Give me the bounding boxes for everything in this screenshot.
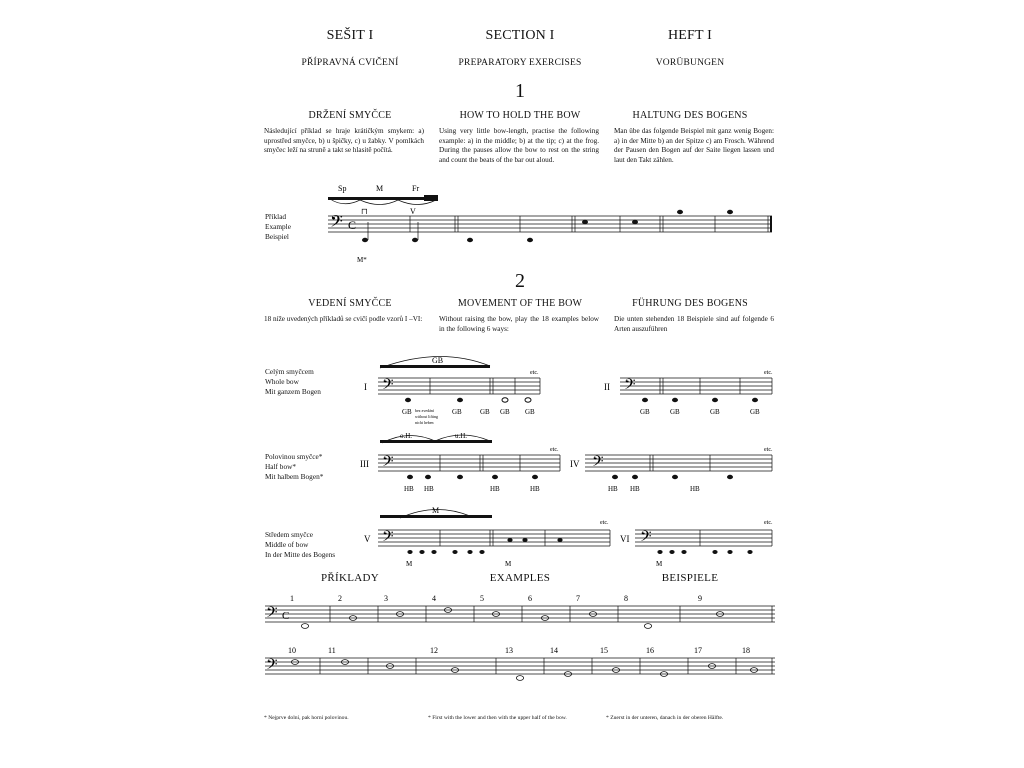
- note-small-2: without lifting: [415, 414, 438, 419]
- roman-vi: VI: [620, 534, 630, 544]
- paragraph-hold-en: Using very little bow-length, practise the following example: a) in the middle; b) at the tip; c) at the frog. During the pauses allow the bow to rest on the string and count the beats of the bar out aloud.: [439, 127, 599, 164]
- svg-text:⊓: ⊓: [361, 207, 368, 216]
- heading-move-cz: VEDENÍ SMYČCE: [308, 298, 392, 309]
- paragraph-hold-cz: Následující příklad se hraje krátičkým smykem: a) uprostřed smyčce, b) u špičky, c) u žabky. V pomlkách smyčec leží na struně a takt se hlasitě počítá.: [264, 127, 424, 155]
- svg-text:𝄢: 𝄢: [382, 528, 394, 548]
- bow-label-sp: Sp: [338, 184, 347, 193]
- svg-text:10: 10: [288, 646, 296, 655]
- note-gb-5: GB: [640, 408, 650, 416]
- note-hb-1: HB: [404, 485, 414, 493]
- exercise-number-1: 1: [515, 80, 525, 102]
- example-numbers-row1: [290, 594, 702, 603]
- svg-text:9: 9: [698, 594, 702, 603]
- common-time-icon: C: [348, 218, 357, 232]
- paragraph-hold-de: Man übe das folgende Beispiel mit ganz wenig Bogen: a) in der Mitte b) an der Spitze c) am Frosch. Während der Pausen den Bogen auf der Saite liegen lassen und laut den Takt zählen.: [614, 127, 774, 164]
- svg-text:3: 3: [384, 594, 388, 603]
- svg-text:4: 4: [432, 594, 436, 603]
- svg-text:𝄢: 𝄢: [382, 453, 394, 473]
- subtitle-cz: PŘÍPRAVNÁ CVIČENÍ: [301, 58, 399, 68]
- notes-part1: [362, 210, 733, 242]
- note-gb-3: GB: [500, 408, 510, 416]
- svg-text:5: 5: [480, 594, 484, 603]
- svg-text:14: 14: [550, 646, 558, 655]
- section-title-de: HEFT I: [667, 28, 713, 43]
- staff-examples: [260, 588, 780, 693]
- etc-label-4: etc.: [764, 447, 773, 453]
- svg-text:18: 18: [742, 646, 750, 655]
- etc-label-2: etc.: [764, 370, 773, 376]
- svg-text:2: 2: [338, 594, 342, 603]
- staff-row1: [360, 348, 780, 436]
- svg-text:𝄢: 𝄢: [382, 376, 394, 396]
- note-m-1: M: [406, 560, 413, 568]
- footnote-de: * Zuerst in der unteren, danach in der oberen Hälfte.: [606, 715, 724, 721]
- row-label-whole-bow: Celým smyčcem Whole bow Mit ganzem Bogen: [265, 367, 321, 397]
- etc-label-3: etc.: [550, 447, 559, 453]
- note-small-1: bez zvedání: [415, 408, 434, 413]
- note-hb-6: HB: [630, 485, 640, 493]
- staff-row3: [360, 425, 780, 505]
- svg-text:C: C: [282, 610, 290, 622]
- row-label-middle-bow: Středem smyčce Middle of bow In der Mitte des Bogens: [265, 530, 336, 560]
- note-gb-7: GB: [710, 408, 720, 416]
- svg-text:7: 7: [576, 594, 580, 603]
- bass-clef-icon: 𝄢: [330, 213, 343, 235]
- row-label-half-bow: Polovinou smyčce* Half bow* Mit halbem Bogen*: [265, 452, 324, 482]
- svg-text:𝄢: 𝄢: [640, 528, 652, 548]
- heading-examples-en: EXAMPLES: [489, 572, 551, 584]
- roman-v: V: [364, 534, 371, 544]
- svg-text:𝄢: 𝄢: [266, 604, 278, 624]
- note-hb-4: HB: [530, 485, 540, 493]
- bow-label-m: M: [376, 184, 384, 193]
- etc-label-5: etc.: [600, 520, 609, 526]
- heading-examples-de: BEISPIELE: [661, 572, 719, 584]
- note-m-3: M: [656, 560, 663, 568]
- svg-text:11: 11: [328, 646, 336, 655]
- svg-text:16: 16: [646, 646, 654, 655]
- heading-move-en: MOVEMENT OF THE BOW: [457, 298, 583, 309]
- note-gb-8: GB: [750, 408, 760, 416]
- svg-text:1: 1: [290, 594, 294, 603]
- svg-text:17: 17: [694, 646, 702, 655]
- arc-label-oh: o.H.: [400, 432, 413, 440]
- note-gb-1: GB: [402, 408, 412, 416]
- roman-iv: IV: [570, 459, 580, 469]
- example-numbers-row2: [288, 646, 750, 655]
- etc-label-1: etc.: [530, 370, 539, 376]
- note-hb-5: HB: [608, 485, 618, 493]
- roman-i: I: [364, 382, 367, 392]
- note-hb-7: HB: [690, 485, 700, 493]
- subtitle-en: PREPARATORY EXERCISES: [458, 58, 582, 68]
- note-gb-6: GB: [670, 408, 680, 416]
- arc-label-uh: u.H.: [455, 432, 468, 440]
- heading-hold-en: HOW TO HOLD THE BOW: [459, 110, 581, 121]
- heading-move-de: FÜHRUNG DES BOGENS: [632, 298, 748, 309]
- bow-label-fr: Fr: [412, 184, 420, 193]
- roman-ii: II: [604, 382, 610, 392]
- svg-text:8: 8: [624, 594, 628, 603]
- note-gb-2: GB: [452, 408, 462, 416]
- note-hb-2: HB: [424, 485, 434, 493]
- etc-label-6: etc.: [764, 520, 773, 526]
- svg-text:𝄢: 𝄢: [624, 376, 636, 396]
- subtitle-de: VORÜBUNGEN: [655, 58, 725, 68]
- footnote-cz: * Nejprve dolní, pak horní polovinou.: [264, 715, 349, 721]
- under-label-m: M*: [357, 256, 367, 264]
- svg-text:12: 12: [430, 646, 438, 655]
- note-gb-9: GB: [480, 408, 490, 416]
- note-gb-4: GB: [525, 408, 535, 416]
- section-title-en: SECTION I: [485, 28, 555, 43]
- heading-examples-cz: PŘÍKLADY: [320, 572, 379, 584]
- heading-hold-de: HALTUNG DES BOGENS: [632, 110, 748, 121]
- svg-text:𝄢: 𝄢: [592, 453, 604, 473]
- footnote-en: * First with the lower and then with the upper half of the bow.: [428, 715, 567, 721]
- exercise-number-2: 2: [515, 270, 525, 292]
- svg-text:6: 6: [528, 594, 532, 603]
- staff-part1: [320, 178, 780, 273]
- svg-text:15: 15: [600, 646, 608, 655]
- paragraph-move-cz: 18 níže uvedených příkladů se cvičí podle vzorů I –VI:: [264, 315, 423, 323]
- arc-label-gb: GB: [432, 356, 444, 365]
- note-small-3: nicht heben: [415, 420, 434, 425]
- svg-text:V: V: [410, 207, 416, 216]
- paragraph-move-de: Die unten stehenden 18 Beispiele sind auf folgende 6 Arten auszuführen: [614, 315, 774, 333]
- heading-hold-cz: DRŽENÍ SMYČCE: [308, 110, 392, 121]
- note-m-2: M: [505, 560, 512, 568]
- roman-iii: III: [360, 459, 369, 469]
- svg-text:13: 13: [505, 646, 513, 655]
- svg-text:𝄢: 𝄢: [266, 656, 278, 676]
- example-label: Příklad Example Beispiel: [265, 212, 291, 242]
- section-title-cz: SEŠIT I: [326, 28, 374, 43]
- staff-row5: [360, 500, 780, 575]
- note-hb-3: HB: [490, 485, 500, 493]
- paragraph-move-en: Without raising the bow, play the 18 examples below in the following 6 ways:: [439, 315, 599, 333]
- arc-label-m: M: [432, 506, 440, 515]
